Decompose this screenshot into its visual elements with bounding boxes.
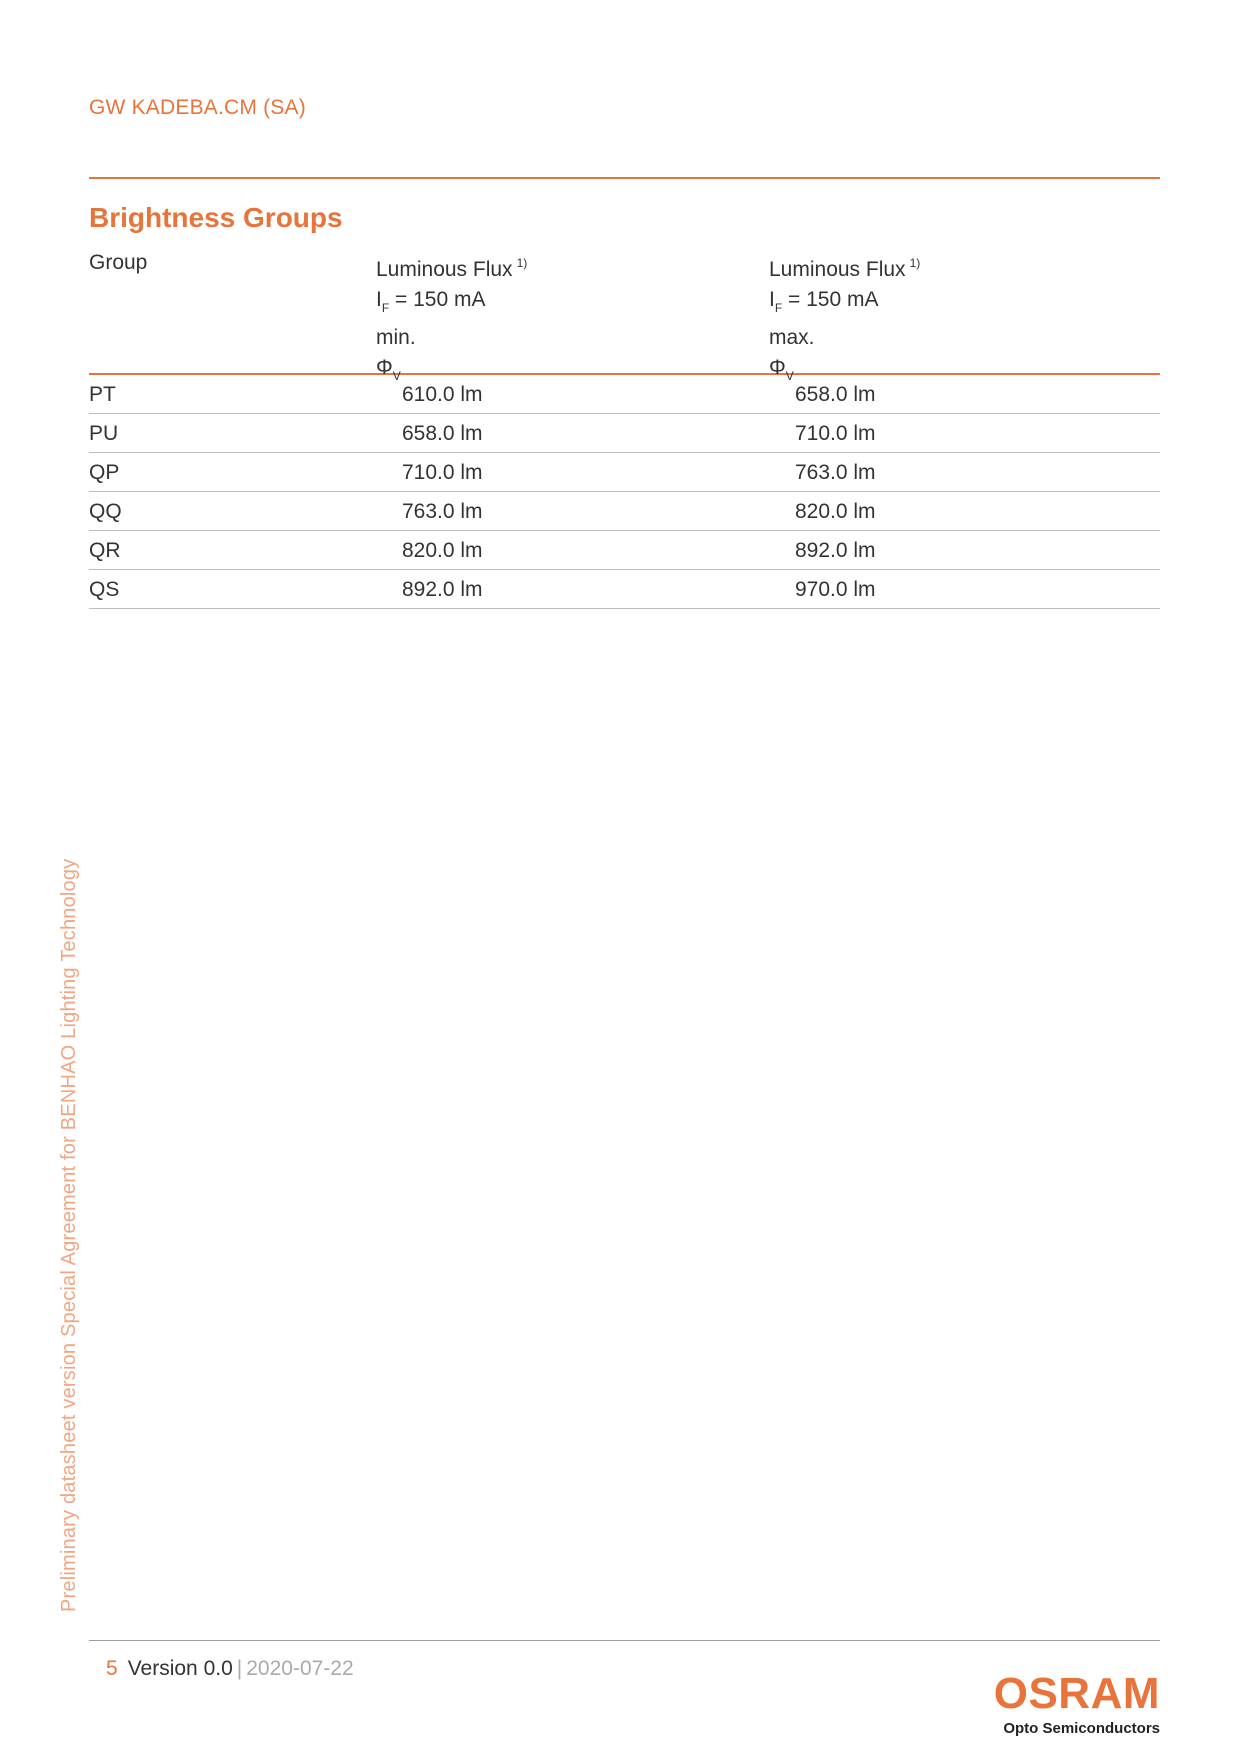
logo-subtitle: Opto Semiconductors: [1003, 1720, 1160, 1737]
vertical-disclaimer: Preliminary datasheet version Special Agreement for BENHAO Lighting Technology: [58, 858, 80, 1612]
header-min-flux: [376, 248, 527, 391]
header-min-title: Luminous Flux: [376, 258, 513, 281]
brightness-groups-table: [89, 248, 1160, 609]
table-row: [89, 375, 1160, 414]
header-max-kind: max.: [769, 326, 815, 349]
cell-max-flux: 970.0 lm: [795, 578, 876, 601]
header-max-flux: [769, 248, 920, 391]
header-max-note: 1): [909, 256, 921, 270]
header-max-title: Luminous Flux: [769, 258, 906, 281]
cell-group: QQ: [89, 500, 122, 523]
table-row: [89, 453, 1160, 492]
header-max-cond-sub: F: [774, 301, 783, 315]
header-group: Group: [89, 251, 148, 274]
header-min-cond-symbol: I: [376, 288, 382, 311]
header-min-note: 1): [516, 256, 528, 270]
header-max-cond-symbol: I: [769, 288, 775, 311]
cell-min-flux: 763.0 lm: [402, 500, 483, 523]
cell-group: QP: [89, 461, 120, 484]
section-title: Brightness Groups: [89, 202, 343, 233]
header-min-symbol-sub: V: [392, 369, 401, 383]
cell-group: PT: [89, 383, 116, 406]
footer-separator: |: [236, 1657, 243, 1680]
release-date: 2020-07-22: [246, 1657, 354, 1680]
logo-wordmark: OSRAM: [993, 1669, 1160, 1718]
header-min-symbol: Φ: [376, 356, 393, 379]
cell-group: PU: [89, 422, 119, 445]
header-min-cond-value: = 150 mA: [395, 288, 486, 311]
cell-min-flux: 610.0 lm: [402, 383, 483, 406]
cell-max-flux: 763.0 lm: [795, 461, 876, 484]
header-divider: [89, 177, 1160, 179]
cell-min-flux: 710.0 lm: [402, 461, 483, 484]
version-label: Version 0.0: [127, 1657, 233, 1680]
header-max-symbol: Φ: [769, 356, 786, 379]
page-number: 5: [106, 1657, 118, 1680]
cell-max-flux: 658.0 lm: [795, 383, 876, 406]
header-max-symbol-sub: V: [785, 369, 794, 383]
table-header: [89, 248, 1160, 383]
cell-min-flux: 820.0 lm: [402, 539, 483, 562]
header-min-kind: min.: [376, 326, 416, 349]
cell-min-flux: 892.0 lm: [402, 578, 483, 601]
osram-logo: [993, 1669, 1160, 1737]
table-row: [89, 414, 1160, 453]
header-min-cond-sub: F: [381, 301, 390, 315]
cell-max-flux: 892.0 lm: [795, 539, 876, 562]
table-row: [89, 531, 1160, 570]
page-footer: [106, 1657, 354, 1681]
header-max-cond-value: = 150 mA: [788, 288, 879, 311]
footer-divider: [89, 1640, 1160, 1641]
cell-max-flux: 820.0 lm: [795, 500, 876, 523]
cell-min-flux: 658.0 lm: [402, 422, 483, 445]
table-row: [89, 570, 1160, 609]
cell-max-flux: 710.0 lm: [795, 422, 876, 445]
document-product-name: GW KADEBA.CM (SA): [89, 96, 306, 119]
cell-group: QR: [89, 539, 121, 562]
table-row: [89, 492, 1160, 531]
cell-group: QS: [89, 578, 120, 601]
